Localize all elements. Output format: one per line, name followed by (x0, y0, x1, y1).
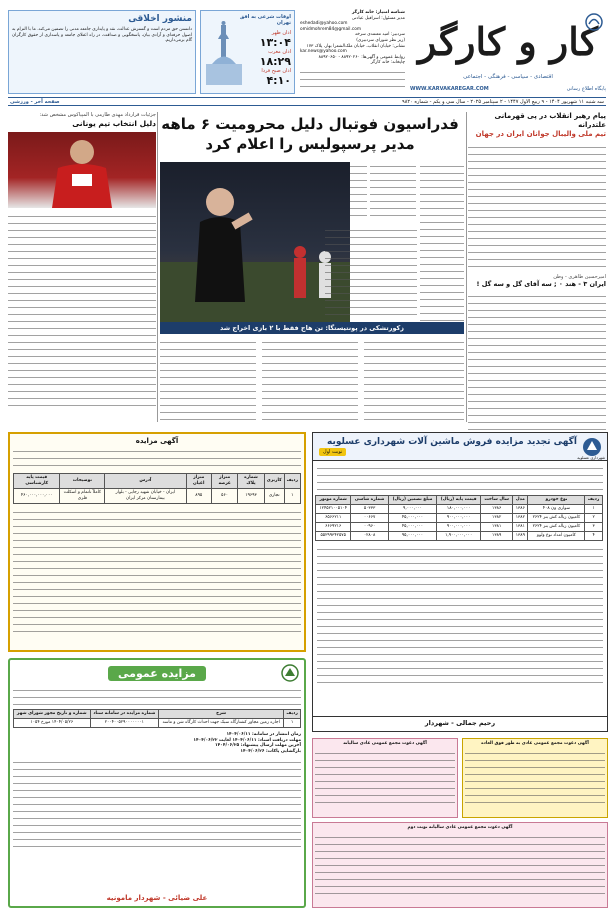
headline-title-2: مدیر پرسپولیس را اعلام کرد (205, 135, 415, 153)
small-ad-title: آگهی دعوت مجمع عمومی عادی سالیانه (343, 741, 427, 746)
ad-public-date: بازگشایی پاکات: ۱۴۰۴/۰۶/۲۶ (240, 748, 301, 754)
address-line: نشانی: خیابان انقلاب، خیابان ملک‌الشعرا بهار، پلاک ۱۷۳ (306, 43, 405, 49)
ad-public-date: آخرین مهلت ارسال پیشنهاد: ۱۴۰۴/۰۶/۲۵ (214, 743, 301, 749)
right-article-title-1: پیام رهبر انقلاب در پی قهرمانی علتدرانه (494, 112, 606, 129)
logo-emblem-icon (584, 12, 604, 32)
logo-text: کار و کارگر (418, 18, 598, 64)
headline-col-6 (364, 338, 464, 422)
table-cell: ۱۲۴۵۲۱۰۰۵۱۰۴ (316, 505, 351, 514)
headline-caption: زکورتشکی در پونتیستگا: تن هاج فقط با ۲ بازی اخراج شد (219, 324, 405, 332)
email-2: omidmohrem84@gmail.com (300, 26, 362, 32)
table-cell: ۴۵,۰۰۰,۰۰۰ (388, 523, 436, 532)
table-header-row (14, 474, 301, 489)
right-article-subtitle: ایران ۳ - هند ۰ ; سه آقای گل و سه گل ! (476, 280, 606, 288)
table-cell: ۳ (585, 523, 603, 532)
table-cell: کامیون زباله کش بنز ۲۶۲۴ (528, 514, 585, 523)
date-bar (8, 97, 606, 106)
ad-public-date: مهلت دریافت اسناد: ۱۴۰۴/۰۶/۱۱ لغایت ۱۴۰۴/۰۶/۲۲ (193, 737, 301, 743)
headline-col-2 (370, 162, 416, 222)
table-header-row (14, 710, 301, 719)
ad-property-terms (13, 508, 301, 638)
table-cell: ۱ (284, 719, 301, 728)
ethics-text: دانستن حق مردم است و گسترش عدالت، نقد و پایداری جامعه مدنی را تضمین می‌کند. ما با التزام به اصول حرفه‌ای و آزادی بیان، پاسخگویی و صداقت، در راه اعتلای جامعه و پاسداری از حقوق کارگران گام برمی‌داریم. (12, 27, 192, 44)
table-header: متراژ عرصه (211, 474, 237, 489)
table-cell: ۶۵۶۶۲۱۱ (316, 514, 351, 523)
date-text: سه شنبه ۱۱ شهریور ۱۴۰۴ - ۹ ربیع الاول ۱۴۴۷ - ۲ سپتامبر ۲۰۲۵ - سال سی و یکم - شماره ۹۸۲۰ (402, 98, 604, 105)
table-header: توضیحات (60, 474, 105, 489)
small-ad-3 (312, 822, 608, 908)
small-ad-2 (462, 738, 608, 818)
masthead-fineprint (300, 68, 405, 90)
table-cell: ۱,۹۰۰,۰۰۰,۰۰۰ (437, 532, 481, 541)
table-cell: ۱۳۸۱ (481, 523, 513, 532)
table-cell: ۱۳۸۲ (481, 514, 513, 523)
small-ad-title: آگهی دعوت مجمع عمومی عادی به طور فوق العاده (481, 741, 589, 746)
table-cell: ۵۵۲۹۹۳۴۲۵۷۵ (316, 532, 351, 541)
table-header: متراژ اعیان (186, 474, 211, 489)
table-cell: ۴ (585, 532, 603, 541)
ad-asalouyeh (312, 432, 608, 732)
ad-public-signature: علی ضیائی - شهردار مامونیه (106, 894, 208, 902)
table-cell: ۹۵,۰۰۰,۰۰۰ (388, 532, 436, 541)
coach-figure-image (160, 162, 350, 322)
table-cell: ۱۹۶۹۳ (238, 489, 264, 504)
table-header: مبلغ تضمین (ریال) (388, 496, 436, 505)
left-article-title-1: جزئیات قرارداد مهدی طارمی با المپیاکوس مشخص شد: (39, 112, 156, 118)
ad-property (8, 432, 306, 652)
small-ad-body (315, 833, 605, 899)
ad-property-intro (13, 447, 301, 471)
right-article-body-2 (468, 292, 606, 432)
table-cell: ۲۰۰۴۰۰۵۲۹۰۰۰۰۰۰۰۱ (90, 719, 159, 728)
masthead (410, 8, 606, 98)
player-photo-image (8, 132, 156, 208)
ad-asalouyeh-table (315, 495, 603, 541)
table-header: آدرس (105, 474, 186, 489)
headline-photo (160, 162, 350, 322)
small-ad-1 (312, 738, 458, 818)
headline-col-5 (262, 338, 358, 422)
table-row (14, 719, 301, 728)
prayer-value: ۱۳:۰۴ (259, 36, 291, 49)
headline-caption-bar (160, 322, 464, 334)
table-header: شماره مزایده در سامانه ستاد (90, 710, 159, 719)
table-header: سال ساخت (481, 496, 513, 505)
small-ad-body (465, 749, 605, 809)
table-header: شماره شاسی (351, 496, 388, 505)
table-cell: ایران - خیابان شهید رجایی - بلوار بیمارستان مرکز ایران (105, 489, 186, 504)
main-headline (160, 114, 460, 158)
ad-public-date: زمان انتشار در سامانه: ۱۴۰۴/۰۶/۱۱ (226, 732, 301, 737)
table-cell: ۶۶۶۹۲۱۶ (316, 523, 351, 532)
headline-col-1 (420, 162, 464, 322)
table-header-row (316, 496, 603, 505)
editor-line: سردبیر: امید معتمدی سرخه (354, 32, 405, 38)
right-article-kicker: امیرحسین طاهری - وطن (553, 274, 606, 280)
ad-public-auction (8, 658, 306, 908)
left-article-body (8, 212, 156, 412)
prayer-times-box (200, 10, 295, 94)
table-cell: ۱۳۸۲ (513, 514, 528, 523)
table-row (316, 505, 603, 514)
table-row (316, 523, 603, 532)
table-cell: ۰۰۹۶۰ (351, 523, 388, 532)
ad-property-table (13, 473, 301, 504)
table-header: کاربری (264, 474, 284, 489)
table-cell: ۱۳۸۶ (481, 505, 513, 514)
ad-asalouyeh-header (313, 433, 607, 461)
page-label: صفحه آخر - ورزشی (10, 98, 60, 105)
table-header: قیمت پایه کارشناسی (14, 474, 60, 489)
right-article-body (468, 143, 606, 271)
left-article-title-2: دلیل انتخاب تیم یونانی (72, 119, 156, 128)
mamoonieh-logo-icon (281, 664, 299, 682)
website-bar[interactable] (410, 84, 606, 93)
prayer-row (239, 30, 291, 49)
table-header: شرح (159, 710, 284, 719)
table-header: ردیف (284, 474, 300, 489)
prayer-value: ۴:۱۰ (266, 74, 291, 87)
table-header: نوع خودرو (528, 496, 585, 505)
table-cell: ۱۳۸۹ (513, 532, 528, 541)
table-cell: ۱۳۸۶ (513, 505, 528, 514)
table-cell: کامیون زباله کش بنز ۲۶۲۴ (528, 523, 585, 532)
phones-line: روابط عمومی و آگهی‌ها: ۸۸۹۲۰۲۶۰ - ۸۸۹۲۰۶۵۰ (318, 54, 405, 60)
manager-line: مدیر مسئول: اسرافیل عبادتی (351, 15, 405, 21)
ad-public-title: مزایده عمومی (108, 666, 206, 681)
table-header: قیمت پایه (ریال) (437, 496, 481, 505)
small-ad-title: آگهی دعوت مجمع عمومی عادی سالیانه نوبت دوم (407, 825, 513, 830)
prayer-label: اذان ظهر (271, 30, 291, 36)
ad-asalouyeh-org: شهرداری عسلویه (577, 455, 605, 460)
left-article (8, 112, 156, 422)
ad-public-table (13, 709, 301, 728)
table-cell: ۱۳۸۱ (513, 523, 528, 532)
ad-public-intro (13, 686, 301, 706)
ad-public-dates (13, 732, 301, 754)
right-article (468, 112, 606, 422)
table-header: شماره و تاریخ مجوز شورای شهر (14, 710, 91, 719)
table-cell: ۱۳۸۹ (481, 532, 513, 541)
right-article-title-2: تیم ملی والیبال جوانان ایران در جهان (475, 130, 606, 138)
ad-asalouyeh-terms (317, 545, 603, 685)
table-cell: ۱۴۰۴/۰۵/۲۶ مورخ ۱۰۵۴ (14, 719, 91, 728)
table-row (14, 489, 301, 504)
divider (157, 112, 158, 422)
masthead-info (300, 10, 405, 94)
table-cell: ۰۰۶۶۷ (351, 514, 388, 523)
table-cell: کاملاً ناتمام و اسکلت فلزی (60, 489, 105, 504)
ethics-box (8, 10, 196, 94)
table-cell: سواری ون ۴۰۸ (528, 505, 585, 514)
council-line: (زیر نظر شورای سردبیری) (356, 37, 405, 43)
table-cell: ۴۵,۰۰۰,۰۰۰ (388, 514, 436, 523)
ad-public-header (13, 663, 301, 683)
table-cell: ۵۰۳۳۳ (351, 505, 388, 514)
ad-property-title: آگهی مزایده (135, 437, 179, 445)
table-cell: ۵۶۰ (211, 489, 237, 504)
tagline: اقتصادی - سیاسی - فرهنگی - اجتماعی (463, 74, 553, 80)
ethics-title: منشور اخلاقی (128, 14, 192, 24)
table-cell: تجاری (264, 489, 284, 504)
table-header: مدل (513, 496, 528, 505)
table-cell: ۱ (284, 489, 300, 504)
ad-asalouyeh-badge: نوبت اول (319, 448, 346, 456)
headline-title-1: فدراسیون فوتبال دلیل محرومیت ۶ ماهه (161, 115, 459, 133)
headline-col-4 (160, 338, 256, 422)
divider (466, 112, 467, 422)
ad-asalouyeh-title: آگهی تجدید مزایده فروش ماشین آلات شهرداری عسلویه (327, 437, 577, 447)
small-ad-body (315, 749, 455, 809)
website-link[interactable]: WWW.KARVAKAREGAR.COM (410, 85, 489, 92)
headline-col-7 (325, 226, 417, 318)
ad-public-terms (13, 758, 301, 848)
table-cell: ۲ (585, 514, 603, 523)
mosque-icon (204, 19, 244, 89)
table-cell: ۹,۰۰۰,۰۰۰ (388, 505, 436, 514)
prayer-label: اذان صبح فردا (261, 68, 291, 74)
table-cell: ۱۸۰,۰۰۰,۰۰۰ (437, 505, 481, 514)
prayer-title: اوقات شرعی به افق تهران (239, 14, 291, 26)
table-row (316, 532, 603, 541)
table-header: شماره موتور (316, 496, 351, 505)
table-cell: کامیون امداد نوع ولوو (528, 532, 585, 541)
email-1: eshedadi@yahoo.com (300, 21, 348, 27)
prayer-row (239, 68, 291, 87)
table-header: شماره پلاک (238, 474, 264, 489)
email-3: kar.news@yahoo.com (300, 49, 347, 55)
table-cell: ۰۲۸۰۸ (351, 532, 388, 541)
table-cell: ۹۰۰,۰۰۰,۰۰۰ (437, 514, 481, 523)
masthead-logo (410, 8, 606, 74)
table-cell: ۴۶۰,۰۰۰,۰۰۰,۰۰۰ (14, 489, 60, 504)
ad-asalouyeh-intro (317, 464, 603, 492)
left-article-photo (8, 132, 156, 208)
print-line: چاپخانه: خانه کارگر (370, 60, 405, 66)
table-cell: ۸۹۵ (186, 489, 211, 504)
table-cell: اجاره زمین مجاور کشتارگاه سبک جهت احداث کارگاه شن و ماسه (159, 719, 284, 728)
table-cell: ۹۰۰,۰۰۰,۰۰۰ (437, 523, 481, 532)
prayer-row (239, 49, 291, 68)
prayer-value: ۱۸:۲۹ (259, 55, 291, 68)
site-caption: پایگاه اطلاع رسانی (566, 85, 606, 92)
table-row (316, 514, 603, 523)
table-header: ردیف (585, 496, 603, 505)
table-cell: ۱ (585, 505, 603, 514)
table-header: ردیف (284, 710, 301, 719)
ad-asalouyeh-signature: رحیم جمالی - شهردار (313, 716, 607, 727)
publisher-line: شناسه امتیاز: خانه کارگر (351, 10, 405, 15)
prayer-label: اذان مغرب (268, 49, 291, 55)
